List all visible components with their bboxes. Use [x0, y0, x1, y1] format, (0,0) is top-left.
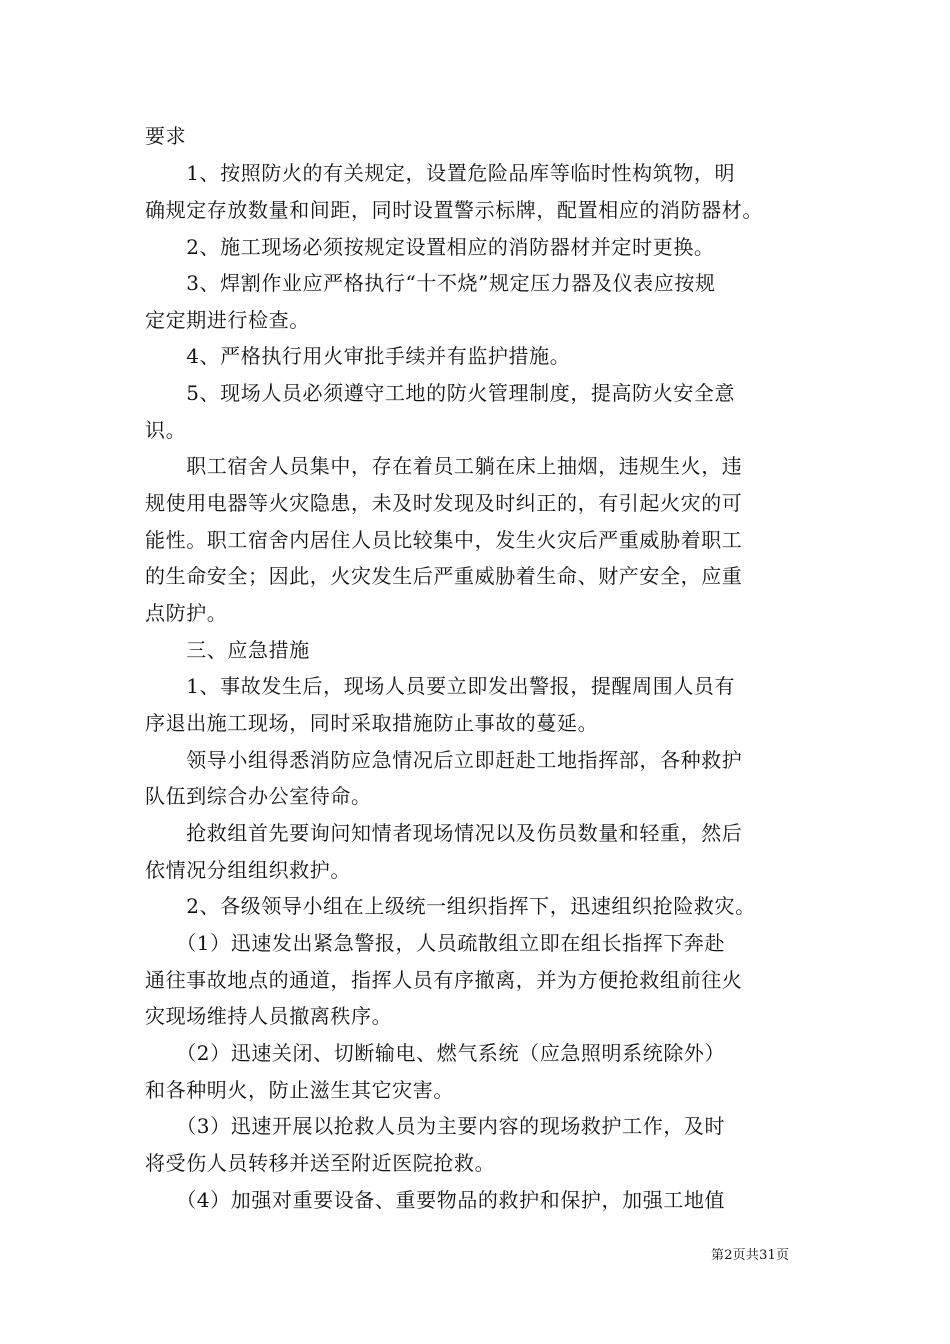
- text-line: 通往事故地点的通道，指挥人员有序撤离，并为方便抢救组前往火: [145, 968, 743, 992]
- text-line: 依情况分组组织救护。: [145, 858, 351, 882]
- text-line: 领导小组得悉消防应急情况后立即赶赴工地指挥部，各种救护: [145, 748, 743, 772]
- text-line: 确规定存放数量和间距，同时设置警示标牌，配置相应的消防器材。: [145, 198, 763, 222]
- text-line: 规使用电器等火灾隐患，未及时发现及时纠正的，有引起火灾的可: [145, 491, 743, 515]
- text-line: 序退出施工现场，同时采取措施防止事故的蔓延。: [145, 711, 599, 735]
- text-line: （3）迅速开展以抢救人员为主要内容的现场救护工作，及时: [145, 1114, 726, 1138]
- text-line: 1、按照防火的有关规定，设置危险品库等临时性构筑物，明: [145, 161, 736, 185]
- text-line: 2、施工现场必须按规定设置相应的消防器材并定时更换。: [145, 235, 715, 259]
- text-line: 将受伤人员转移并送至附近医院抢救。: [145, 1151, 496, 1175]
- text-line: 和各种明火，防止滋生其它灾害。: [145, 1078, 454, 1102]
- section-heading: 三、应急措施: [145, 638, 310, 662]
- text-line: 定定期进行检查。: [145, 308, 310, 332]
- page-number-footer: 第2页共31页: [711, 1248, 790, 1263]
- text-line: 队伍到综合办公室待命。: [145, 784, 372, 808]
- text-line: 1、事故发生后，现场人员要立即发出警报，提醒周围人员有: [145, 674, 736, 698]
- text-line: 点防护。: [145, 601, 228, 625]
- text-line: 的生命安全；因此，火灾发生后严重威胁着生命、财产安全，应重: [145, 564, 743, 588]
- text-line: （2）迅速关闭、切断输电、燃气系统（应急照明系统除外）: [145, 1041, 726, 1065]
- text-line: 4、严格执行用火审批手续并有监护措施。: [145, 344, 571, 368]
- text-line: 识。: [145, 418, 187, 442]
- text-line: 能性。职工宿舍内居住人员比较集中，发生火灾后严重威胁着职工: [145, 528, 743, 552]
- text-line: （4）加强对重要设备、重要物品的救护和保护，加强工地值: [145, 1188, 726, 1212]
- text-line: 灾现场维持人员撤离秩序。: [145, 1004, 393, 1028]
- text-line: 3、焊割作业应严格执行“十不烧”规定压力器及仪表应按规: [145, 271, 716, 295]
- text-line: 2、各级领导小组在上级统一组织指挥下，迅速组织抢险救灾。: [145, 894, 756, 918]
- text-line: 要求: [145, 124, 187, 148]
- text-line: 抢救组首先要询问知情者现场情况以及伤员数量和轻重，然后: [145, 821, 743, 845]
- text-line: （1）迅速发出紧急警报，人员疏散组立即在组长指挥下奔赴: [145, 931, 726, 955]
- text-line: 5、现场人员必须遵守工地的防火管理制度，提高防火安全意: [145, 381, 736, 405]
- text-line: 职工宿舍人员集中，存在着员工躺在床上抽烟，违规生火，违: [145, 454, 743, 478]
